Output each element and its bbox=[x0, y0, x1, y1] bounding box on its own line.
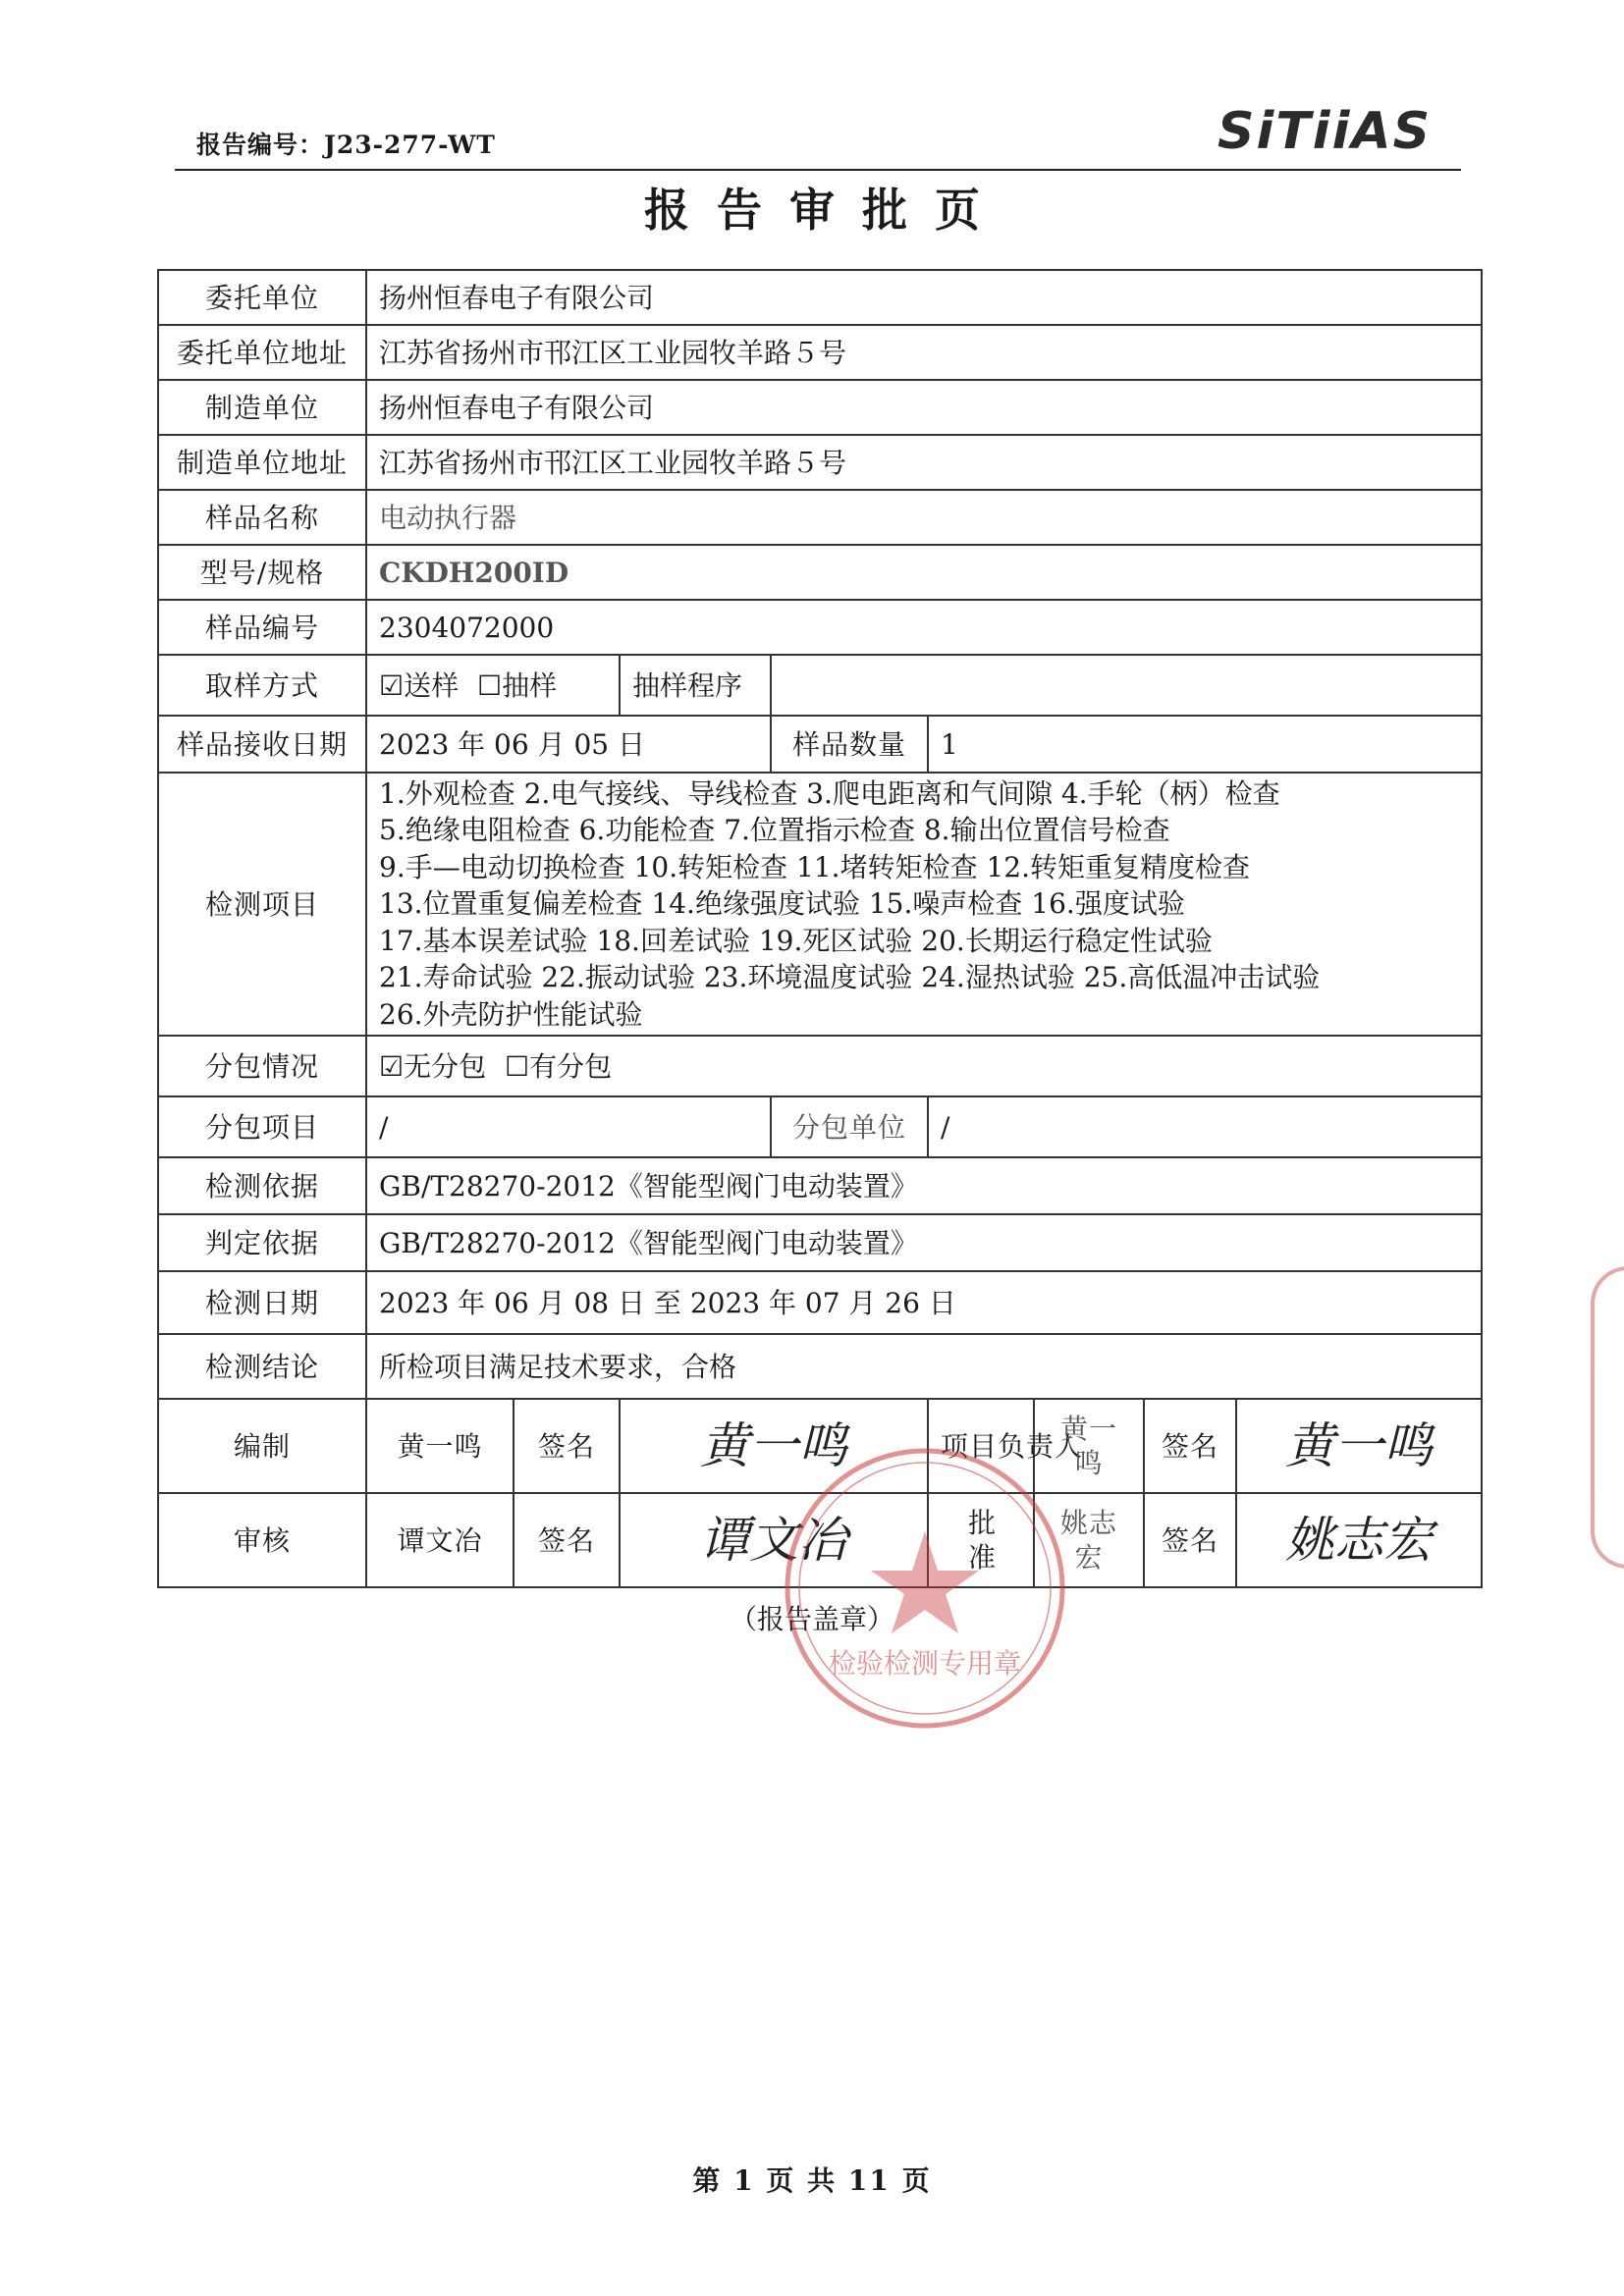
receipt-date-label: 样品接收日期 bbox=[158, 716, 366, 773]
compile-name: 黄一鸣 bbox=[366, 1399, 514, 1493]
row-compiled-by bbox=[158, 1399, 1482, 1493]
sampling-procedure-label: 抽样程序 bbox=[620, 655, 771, 716]
approve-sign-label: 签名 bbox=[1144, 1493, 1236, 1587]
test-items-line: 13.位置重复偏差检查 14.绝缘强度试验 15.噪声检查 16.强度试验 bbox=[379, 887, 1185, 921]
sampling-procedure-value bbox=[771, 655, 1482, 716]
subcontract-items-label: 分包项目 bbox=[158, 1096, 366, 1157]
row-client-address bbox=[158, 325, 1482, 380]
test-items-line: 5.绝缘电阻检查 6.功能检查 7.位置指示检查 8.输出位置信号检查 bbox=[379, 814, 1170, 847]
review-signature: 谭文冶 bbox=[620, 1493, 928, 1587]
test-basis-label: 检测依据 bbox=[158, 1157, 366, 1214]
page-edge-seal bbox=[1591, 1266, 1624, 1569]
client-label: 委托单位 bbox=[158, 270, 366, 325]
review-name: 谭文冶 bbox=[366, 1493, 514, 1587]
row-model bbox=[158, 545, 1482, 600]
row-judgement-basis bbox=[158, 1214, 1482, 1271]
review-sign-label: 签名 bbox=[514, 1493, 620, 1587]
subcontract-unit-value: / bbox=[928, 1096, 1482, 1157]
project-lead-sign-label: 签名 bbox=[1144, 1399, 1236, 1493]
sample-no-value: 2304072000 bbox=[366, 600, 1482, 655]
checkbox-drawn-sample[interactable]: ☐ bbox=[477, 668, 503, 702]
compile-sign-label: 签名 bbox=[514, 1399, 620, 1493]
maker-value: 扬州恒春电子有限公司 bbox=[366, 380, 1482, 435]
test-basis-value: GB/T28270-2012《智能型阀门电动装置》 bbox=[366, 1157, 1482, 1214]
model-value: CKDH200ID bbox=[366, 545, 1482, 600]
project-lead-signature: 黄一鸣 bbox=[1236, 1399, 1482, 1493]
row-test-dates bbox=[158, 1271, 1482, 1334]
test-items-line: 1.外观检查 2.电气接线、导线检查 3.爬电距离和气间隙 4.手轮（柄）检查 bbox=[379, 776, 1280, 810]
sent-sample-label: 送样 bbox=[404, 668, 460, 702]
sample-no-label: 样品编号 bbox=[158, 600, 366, 655]
page-title: 报告审批页 bbox=[644, 184, 1007, 237]
conclusion-label: 检测结论 bbox=[158, 1334, 366, 1399]
company-logo: SiTiiAS bbox=[1218, 102, 1433, 161]
sample-qty-label: 样品数量 bbox=[771, 716, 928, 773]
page-number: 第 1 页 共 11 页 bbox=[692, 2164, 932, 2197]
approve-name: 姚志宏 bbox=[1034, 1493, 1144, 1587]
row-maker bbox=[158, 380, 1482, 435]
row-sample-name bbox=[158, 490, 1482, 545]
row-client bbox=[158, 270, 1482, 325]
compile-label: 编制 bbox=[158, 1399, 366, 1493]
header-divider bbox=[175, 169, 1461, 171]
sample-name-value: 电动执行器 bbox=[366, 490, 1482, 545]
project-lead-name: 黄一鸣 bbox=[1034, 1399, 1144, 1493]
sample-name-label: 样品名称 bbox=[158, 490, 366, 545]
row-subcontract-items bbox=[158, 1096, 1482, 1157]
client-address-value: 江苏省扬州市邗江区工业园牧羊路５号 bbox=[366, 325, 1482, 380]
judgement-basis-value: GB/T28270-2012《智能型阀门电动装置》 bbox=[366, 1214, 1482, 1271]
row-reviewed-by bbox=[158, 1493, 1482, 1587]
row-subcontract bbox=[158, 1036, 1482, 1096]
maker-address-value: 江苏省扬州市邗江区工业园牧羊路５号 bbox=[366, 435, 1482, 490]
test-items-line: 17.基本误差试验 18.回差试验 19.死区试验 20.长期运行稳定性试验 bbox=[379, 924, 1213, 957]
subcontract-unit-label: 分包单位 bbox=[771, 1096, 928, 1157]
maker-address-label: 制造单位地址 bbox=[158, 435, 366, 490]
row-sample-no bbox=[158, 600, 1482, 655]
sampling-label: 取样方式 bbox=[158, 655, 366, 716]
sample-qty-value: 1 bbox=[928, 716, 1482, 773]
review-label: 审核 bbox=[158, 1493, 366, 1587]
row-test-items bbox=[158, 773, 1482, 1036]
compile-signature: 黄一鸣 bbox=[620, 1399, 928, 1493]
approve-label: 批准 bbox=[928, 1493, 1034, 1587]
model-label: 型号/规格 bbox=[158, 545, 366, 600]
checkbox-has-subcontract[interactable]: ☐ bbox=[505, 1049, 530, 1083]
subcontract-options bbox=[366, 1036, 1482, 1096]
judgement-basis-label: 判定依据 bbox=[158, 1214, 366, 1271]
row-test-basis bbox=[158, 1157, 1482, 1214]
test-dates-value: 2023 年 06 月 08 日 至 2023 年 07 月 26 日 bbox=[366, 1271, 1482, 1334]
approve-signature: 姚志宏 bbox=[1236, 1493, 1482, 1587]
row-conclusion bbox=[158, 1334, 1482, 1399]
conclusion-value: 所检项目满足技术要求，合格 bbox=[366, 1334, 1482, 1399]
seal-text: 检验检测专用章 bbox=[828, 1647, 1022, 1680]
test-items-line: 9.手—电动切换检查 10.转矩检查 11.堵转矩检查 12.转矩重复精度检查 bbox=[379, 850, 1251, 883]
test-dates-label: 检测日期 bbox=[158, 1271, 366, 1334]
client-address-label: 委托单位地址 bbox=[158, 325, 366, 380]
client-value: 扬州恒春电子有限公司 bbox=[366, 270, 1482, 325]
no-subcontract-label: 无分包 bbox=[404, 1049, 487, 1083]
test-items-line: 26.外壳防护性能试验 bbox=[379, 997, 643, 1031]
test-items-label: 检测项目 bbox=[158, 773, 366, 1036]
maker-label: 制造单位 bbox=[158, 380, 366, 435]
approval-table bbox=[157, 269, 1483, 1588]
test-items-line: 21.寿命试验 22.振动试验 23.环境温度试验 24.湿热试验 25.高低温冲击试验 bbox=[379, 961, 1321, 994]
receipt-date-value: 2023 年 06 月 05 日 bbox=[366, 716, 771, 773]
checkbox-sent-sample[interactable]: ☑ bbox=[379, 668, 405, 702]
drawn-sample-label: 抽样 bbox=[502, 668, 558, 702]
test-items-list bbox=[366, 773, 1482, 1036]
subcontract-items-value: / bbox=[366, 1096, 771, 1157]
sampling-options bbox=[366, 655, 620, 716]
project-lead-label: 项目负责人 bbox=[928, 1399, 1034, 1493]
stamp-caption: （报告盖章） bbox=[729, 1603, 894, 1635]
row-sampling bbox=[158, 655, 1482, 716]
row-maker-address bbox=[158, 435, 1482, 490]
report-number: 报告编号：J23-277-WT bbox=[196, 131, 496, 159]
subcontract-label: 分包情况 bbox=[158, 1036, 366, 1096]
has-subcontract-label: 有分包 bbox=[529, 1049, 613, 1083]
checkbox-no-subcontract[interactable]: ☑ bbox=[379, 1049, 405, 1083]
row-receipt-date bbox=[158, 716, 1482, 773]
